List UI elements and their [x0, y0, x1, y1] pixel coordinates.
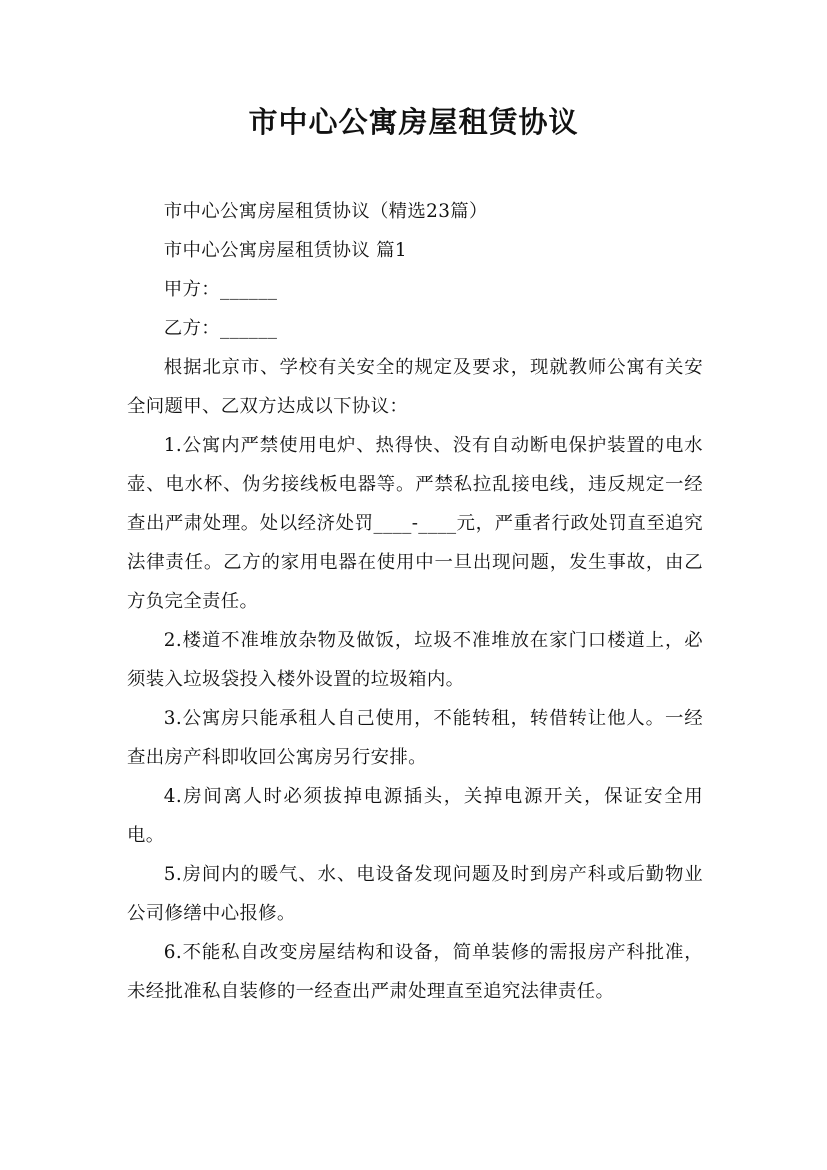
clause-2-paragraph: 2.楼道不准堆放杂物及做饭，垃圾不准堆放在家门口楼道上，必须装入垃圾袋投入楼外设置的垃圾箱内。: [127, 630, 703, 690]
preamble-paragraph: 根据北京市、学校有关安全的规定及要求，现就教师公寓有关安全问题甲、乙双方达成以下协议：: [127, 357, 703, 417]
party-a-line: 甲方：______: [163, 279, 278, 300]
clause-1-paragraph: 1.公寓内严禁使用电炉、热得快、没有自动断电保护装置的电水壶、电水杯、伪劣接线板电器等。严禁私拉乱接电线，违反规定一经查出严肃处理。处以经济处罚____-____元，严重者行政处罚直至追究法律责任。乙方的家用电器在使用中一旦出现问题，发生事故，由乙方负完全责任。: [127, 435, 703, 612]
subtitle-paragraph: 市中心公寓房屋租赁协议（精选23篇）: [163, 201, 488, 222]
clause-5-paragraph: 5.房间内的暖气、水、电设备发现问题及时到房产科或后勤物业公司修缮中心报修。: [127, 864, 703, 924]
document-body: [127, 192, 703, 1011]
clause-4-paragraph: 4.房间离人时必须拔掉电源插头，关掉电源开关，保证安全用电。: [127, 786, 703, 846]
party-b-line: 乙方：______: [163, 318, 278, 339]
section-heading-paragraph: 市中心公寓房屋租赁协议 篇1: [163, 240, 407, 261]
clause-6-paragraph: 6.不能私自改变房屋结构和设备，简单装修的需报房产科批准，未经批准私自装修的一经查出严肃处理直至追究法律责任。: [127, 942, 703, 1002]
document-title: 市中心公寓房屋租赁协议: [248, 105, 579, 139]
clause-3-paragraph: 3.公寓房只能承租人自己使用，不能转租，转借转让他人。一经查出房产科即收回公寓房另行安排。: [127, 708, 703, 768]
